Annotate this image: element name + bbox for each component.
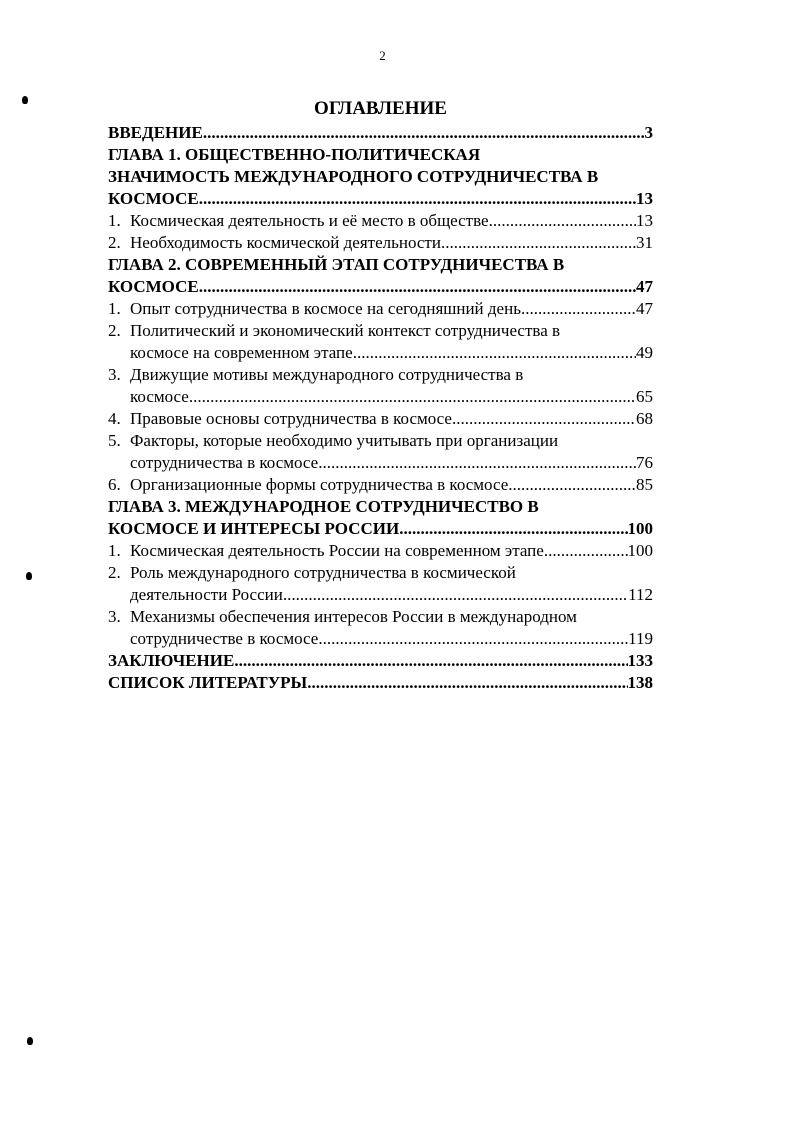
toc-entry-1-2[interactable] bbox=[108, 232, 653, 254]
margin-mark-bottom bbox=[27, 1037, 33, 1045]
entry-page: 76 bbox=[636, 453, 653, 472]
entry-page: 47 bbox=[636, 299, 653, 318]
page-number: 2 bbox=[379, 48, 386, 63]
margin-mark-top bbox=[22, 96, 28, 104]
toc-entry-3-1[interactable] bbox=[108, 540, 653, 562]
toc-entry-chapter-1[interactable] bbox=[108, 144, 653, 210]
entry-text: КОСМОСЕ bbox=[108, 189, 199, 208]
toc-title: ОГЛАВЛЕНИЕ bbox=[314, 98, 447, 119]
entry-text: ВВЕДЕНИЕ bbox=[108, 123, 203, 142]
toc-entry-2-5[interactable] bbox=[108, 430, 653, 474]
entry-page: 65 bbox=[636, 387, 653, 406]
entry-page: 100 bbox=[627, 519, 653, 538]
entry-text: Роль международного сотрудничества в космической bbox=[130, 563, 516, 582]
entry-text: ГЛАВА 3. МЕЖДУНАРОДНОЕ СОТРУДНИЧЕСТВО В bbox=[108, 497, 539, 516]
entry-text: космосе на современном этапе bbox=[130, 343, 353, 362]
toc-entry-2-6[interactable] bbox=[108, 474, 653, 496]
entry-text: КОСМОСЕ И ИНТЕРЕСЫ РОССИИ bbox=[108, 519, 400, 538]
toc-entry-chapter-3[interactable] bbox=[108, 496, 653, 540]
entry-text: ГЛАВА 2. СОВРЕМЕННЫЙ ЭТАП СОТРУДНИЧЕСТВА В bbox=[108, 255, 565, 274]
entry-text: Механизмы обеспечения интересов России в международном bbox=[130, 607, 577, 626]
entry-text: ЗНАЧИМОСТЬ МЕЖДУНАРОДНОГО СОТРУДНИЧЕСТВА В bbox=[108, 167, 599, 186]
entry-text: Движущие мотивы международного сотрудничества в bbox=[130, 365, 524, 384]
toc-entry-3-3[interactable] bbox=[108, 606, 653, 650]
entry-number: 5. bbox=[108, 431, 121, 450]
entry-page: 47 bbox=[636, 277, 653, 296]
toc-entry-1-1[interactable] bbox=[108, 210, 653, 232]
table-of-contents bbox=[108, 98, 653, 694]
entry-text: Организационные формы сотрудничества в космосе bbox=[130, 475, 509, 494]
entry-text: космосе bbox=[130, 387, 189, 406]
entry-text: Факторы, которые необходимо учитывать при организации bbox=[130, 431, 559, 450]
entry-page: 133 bbox=[627, 651, 653, 670]
toc-entry-2-3[interactable] bbox=[108, 364, 653, 408]
entry-number: 4. bbox=[108, 409, 121, 428]
entry-text: ЗАКЛЮЧЕНИЕ bbox=[108, 651, 235, 670]
entry-number: 2. bbox=[108, 321, 121, 340]
entry-text: Необходимость космической деятельности bbox=[130, 233, 441, 252]
entry-page: 49 bbox=[636, 343, 653, 362]
entry-number: 1. bbox=[108, 541, 121, 560]
toc-entry-2-1[interactable] bbox=[108, 298, 653, 320]
entry-number: 3. bbox=[108, 365, 121, 384]
toc-entry-2-2[interactable] bbox=[108, 320, 653, 364]
entry-page: 112 bbox=[628, 585, 653, 604]
entry-text: сотрудничестве в космосе bbox=[130, 629, 319, 648]
entry-number: 1. bbox=[108, 211, 121, 230]
margin-mark-middle bbox=[26, 572, 32, 580]
entry-page: 13 bbox=[636, 211, 653, 230]
entry-page: 68 bbox=[636, 409, 653, 428]
toc-entry-conclusion[interactable] bbox=[108, 650, 653, 672]
entry-text: ГЛАВА 1. ОБЩЕСТВЕННО-ПОЛИТИЧЕСКАЯ bbox=[108, 145, 481, 164]
entry-text: Опыт сотрудничества в космосе на сегодняшний день bbox=[130, 299, 521, 318]
entry-page: 3 bbox=[644, 123, 653, 142]
entry-text: Космическая деятельность России на современном этапе bbox=[130, 541, 544, 560]
entry-text: Политический и экономический контекст сотрудничества в bbox=[130, 321, 561, 340]
entry-page: 85 bbox=[636, 475, 653, 494]
entry-text: Правовые основы сотрудничества в космосе bbox=[130, 409, 452, 428]
toc-entry-intro[interactable] bbox=[108, 122, 653, 144]
entry-page: 138 bbox=[627, 673, 653, 692]
entry-number: 3. bbox=[108, 607, 121, 626]
toc-entry-bibliography[interactable] bbox=[108, 672, 653, 694]
entry-text: сотрудничества в космосе bbox=[130, 453, 319, 472]
entry-page: 13 bbox=[636, 189, 653, 208]
entry-text: Космическая деятельность и её место в обществе bbox=[130, 211, 489, 230]
entry-number: 2. bbox=[108, 233, 121, 252]
entry-text: СПИСОК ЛИТЕРАТУРЫ bbox=[108, 673, 308, 692]
entry-number: 2. bbox=[108, 563, 121, 582]
toc-entry-3-2[interactable] bbox=[108, 562, 653, 606]
entry-text: КОСМОСЕ bbox=[108, 277, 199, 296]
entry-number: 6. bbox=[108, 475, 121, 494]
entry-page: 119 bbox=[628, 629, 653, 648]
entry-page: 100 bbox=[627, 541, 653, 560]
toc-entry-2-4[interactable] bbox=[108, 408, 653, 430]
entry-page: 31 bbox=[636, 233, 653, 252]
entry-text: деятельности России bbox=[130, 585, 283, 604]
entry-number: 1. bbox=[108, 299, 121, 318]
toc-entry-chapter-2[interactable] bbox=[108, 254, 653, 298]
